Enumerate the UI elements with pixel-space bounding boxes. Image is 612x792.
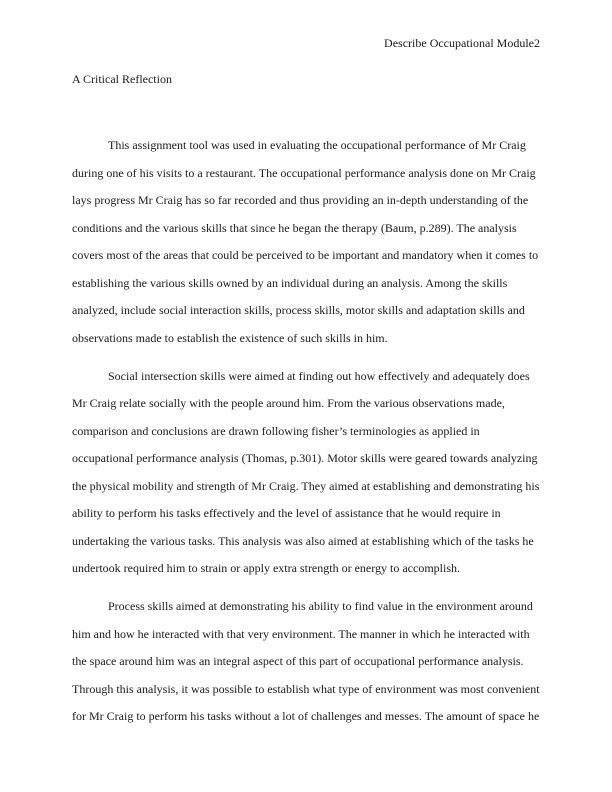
paragraph-line: Process skills aimed at demonstrating his ability to find value in the environment around: [108, 599, 533, 613]
paragraph-line: the space around him was an integral aspect of this part of occupational performance analysis.: [72, 654, 524, 668]
paragraph-line: undertook required him to strain or apply extra strength or energy to accomplish.: [72, 561, 461, 575]
paragraph-line: for Mr Craig to perform his tasks without a lot of challenges and messes. The amount of space he: [72, 709, 540, 723]
paragraph-line: establishing the various skills owned by an individual during an analysis. Among the skills: [72, 276, 508, 290]
paragraph-line: Social intersection skills were aimed at finding out how effectively and adequately does: [108, 369, 530, 383]
document-title: A Critical Reflection: [72, 72, 172, 86]
running-header: Describe Occupational Module2: [384, 36, 540, 50]
paragraph-line: covers most of the areas that could be perceived to be important and mandatory when it comes to: [72, 248, 539, 262]
paragraph-line: Through this analysis, it was possible to establish what type of environment was most convenient: [72, 682, 540, 696]
paragraph-line: lays progress Mr Craig has so far recorded and thus providing an in-depth understanding of the: [72, 193, 529, 207]
paragraph-line: observations made to establish the existence of such skills in him.: [72, 331, 388, 345]
paragraph-line: undertaking the various tasks. This analysis was also aimed at establishing which of the tasks he: [72, 534, 534, 548]
paragraph-line: conditions and the various skills that since he began the therapy (Baum, p.289). The analysis: [72, 221, 517, 235]
paragraph-line: Mr Craig relate socially with the people around him. From the various observations made,: [72, 396, 505, 410]
paragraph-line: the physical mobility and strength of Mr Craig. They aimed at establishing and demonstrating his: [72, 479, 540, 493]
paragraph-line: ability to perform his tasks effectively and the level of assistance that he would require in: [72, 506, 501, 520]
paragraph-line: him and how he interacted with that very environment. The manner in which he interacted with: [72, 627, 530, 641]
paragraph-line: during one of his visits to a restaurant. The occupational performance analysis done on Mr Craig: [72, 166, 536, 180]
paragraph-line: occupational performance analysis (Thomas, p.301). Motor skills were geared towards analyzing: [72, 451, 538, 465]
paragraph-line: analyzed, include social interaction skills, process skills, motor skills and adaptation skills and: [72, 303, 525, 317]
paragraph-line: comparison and conclusions are drawn following fisher’s terminologies as applied in: [72, 424, 480, 438]
paragraph-line: This assignment tool was used in evaluating the occupational performance of Mr Craig: [108, 138, 526, 152]
